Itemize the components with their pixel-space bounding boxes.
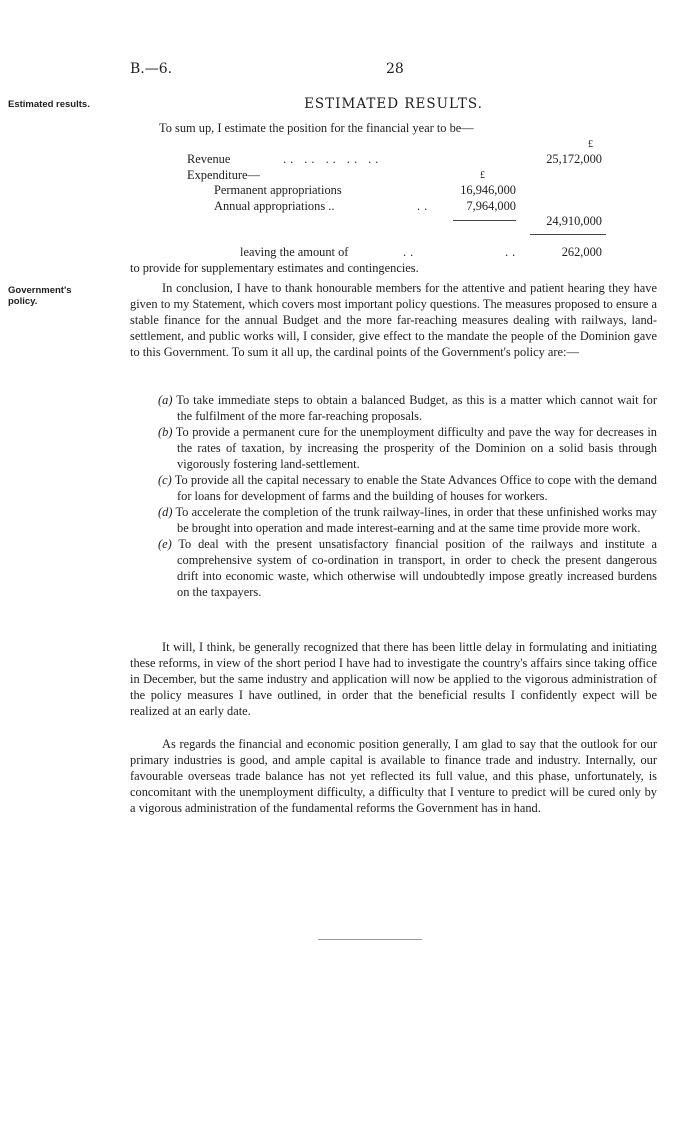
leaving-leader-1: ..: [403, 245, 418, 259]
sub-currency-symbol: £: [480, 170, 485, 181]
document-reference: B.—6.: [130, 61, 173, 77]
policy-point-c: [130, 472, 657, 504]
revenue-value: 25,172,000: [546, 152, 602, 166]
point-mark: (a): [158, 393, 173, 407]
annual-appropriations-value: 7,964,000: [466, 199, 516, 213]
revenue-label: Revenue: [187, 152, 231, 166]
footer-rule: [318, 939, 422, 940]
point-text: To provide all the capital necessary to enable the State Advances Office to cope with the demand for loans for development of farms and the building of houses for workers.: [174, 473, 658, 503]
policy-points-list: [130, 392, 657, 600]
policy-point-b: [130, 424, 657, 472]
point-text: To provide a permanent cure for the unemployment difficulty and pave the way for decreases in the rates of taxation, by increasing the prosperity of the Dominion on a solid basis through vigorously fostering land-settlement.: [175, 425, 658, 471]
provide-line: to provide for supplementary estimates and contingencies.: [130, 261, 419, 275]
point-mark: (e): [158, 537, 172, 551]
conclusion-paragraph: In conclusion, I have to thank honourable members for the attentive and patient hearing they have given to my Statement, which covers most important policy questions. The measures proposed to ensure a stable finance for the annual Budget and the more far-reaching measures dealing with railways, land-settlement, and public works will, I consider, give effect to the mandate the people of the Dominion gave to this Government. To sum it all up, the cardinal points of the Government's policy are:—: [130, 281, 657, 359]
currency-symbol: £: [588, 139, 593, 150]
section-title: ESTIMATED RESULTS.: [304, 96, 483, 112]
leaving-leader-2: ..: [505, 245, 520, 259]
point-mark: (d): [158, 505, 173, 519]
expenditure-total: 24,910,000: [546, 214, 602, 228]
intro-line: To sum up, I estimate the position for the financial year to be—: [159, 121, 474, 135]
total-rule: [530, 234, 606, 235]
point-mark: (b): [158, 425, 173, 439]
margin-note-estimated: Estimated results.: [8, 99, 90, 110]
revenue-leader: .. .. .. .. ..: [283, 152, 383, 166]
policy-point-e: [130, 536, 657, 600]
point-text: To take immediate steps to obtain a balanced Budget, as this is a matter which cannot wait for the fulfilment of the more far-reaching proposals.: [176, 393, 658, 423]
policy-point-d: [130, 504, 657, 536]
point-text: To deal with the present unsatisfactory financial position of the railways and institute a comprehensive system of co-ordination in transport, in order to check the present dangerous drift into economic waste, which otherwise will undoubtedly impose greatly increased burdens on the taxpayers.: [177, 537, 657, 599]
position-paragraph: As regards the financial and economic position generally, I am glad to say that the outlook for our primary industries is good, and ample capital is available to finance trade and industry. Internally, our favourable overseas trade balance has not yet reflected its full value, and this phase, unfortunately, is concomitant with the unemployment difficulty, a difficulty that I venture to predict will be cured only by a vigorous administration of the fundamental reforms the Government has in hand.: [130, 737, 657, 815]
point-text: To accelerate the completion of the trunk railway-lines, in order that these unfinished works may be brought into operation and made interest-earning and at the same time provide more work.: [175, 505, 657, 535]
margin-note-policy: Government's policy.: [8, 285, 72, 307]
permanent-appropriations-label: Permanent appropriations: [214, 183, 342, 197]
reforms-paragraph: It will, I think, be generally recognized that there has been little delay in formulating and initiating these reforms, in view of the short period I have had to investigate the country's affairs since taking office in December, but the same industry and application will now be applied to the vigorous administration of the policy measures I have outlined, in order that the beneficial results I confidently expect will be realized at an early date.: [130, 640, 657, 718]
leaving-label: leaving the amount of: [240, 245, 349, 259]
point-mark: (c): [158, 473, 172, 487]
subtotal-rule: [453, 220, 516, 221]
page-number: 28: [386, 61, 404, 77]
expenditure-label: Expenditure—: [187, 168, 260, 182]
policy-point-a: [130, 392, 657, 424]
annual-appropriations-label: Annual appropriations ..: [214, 199, 335, 213]
leaving-value: 262,000: [561, 245, 602, 259]
permanent-appropriations-value: 16,946,000: [460, 183, 516, 197]
annual-leader: ..: [417, 199, 432, 213]
